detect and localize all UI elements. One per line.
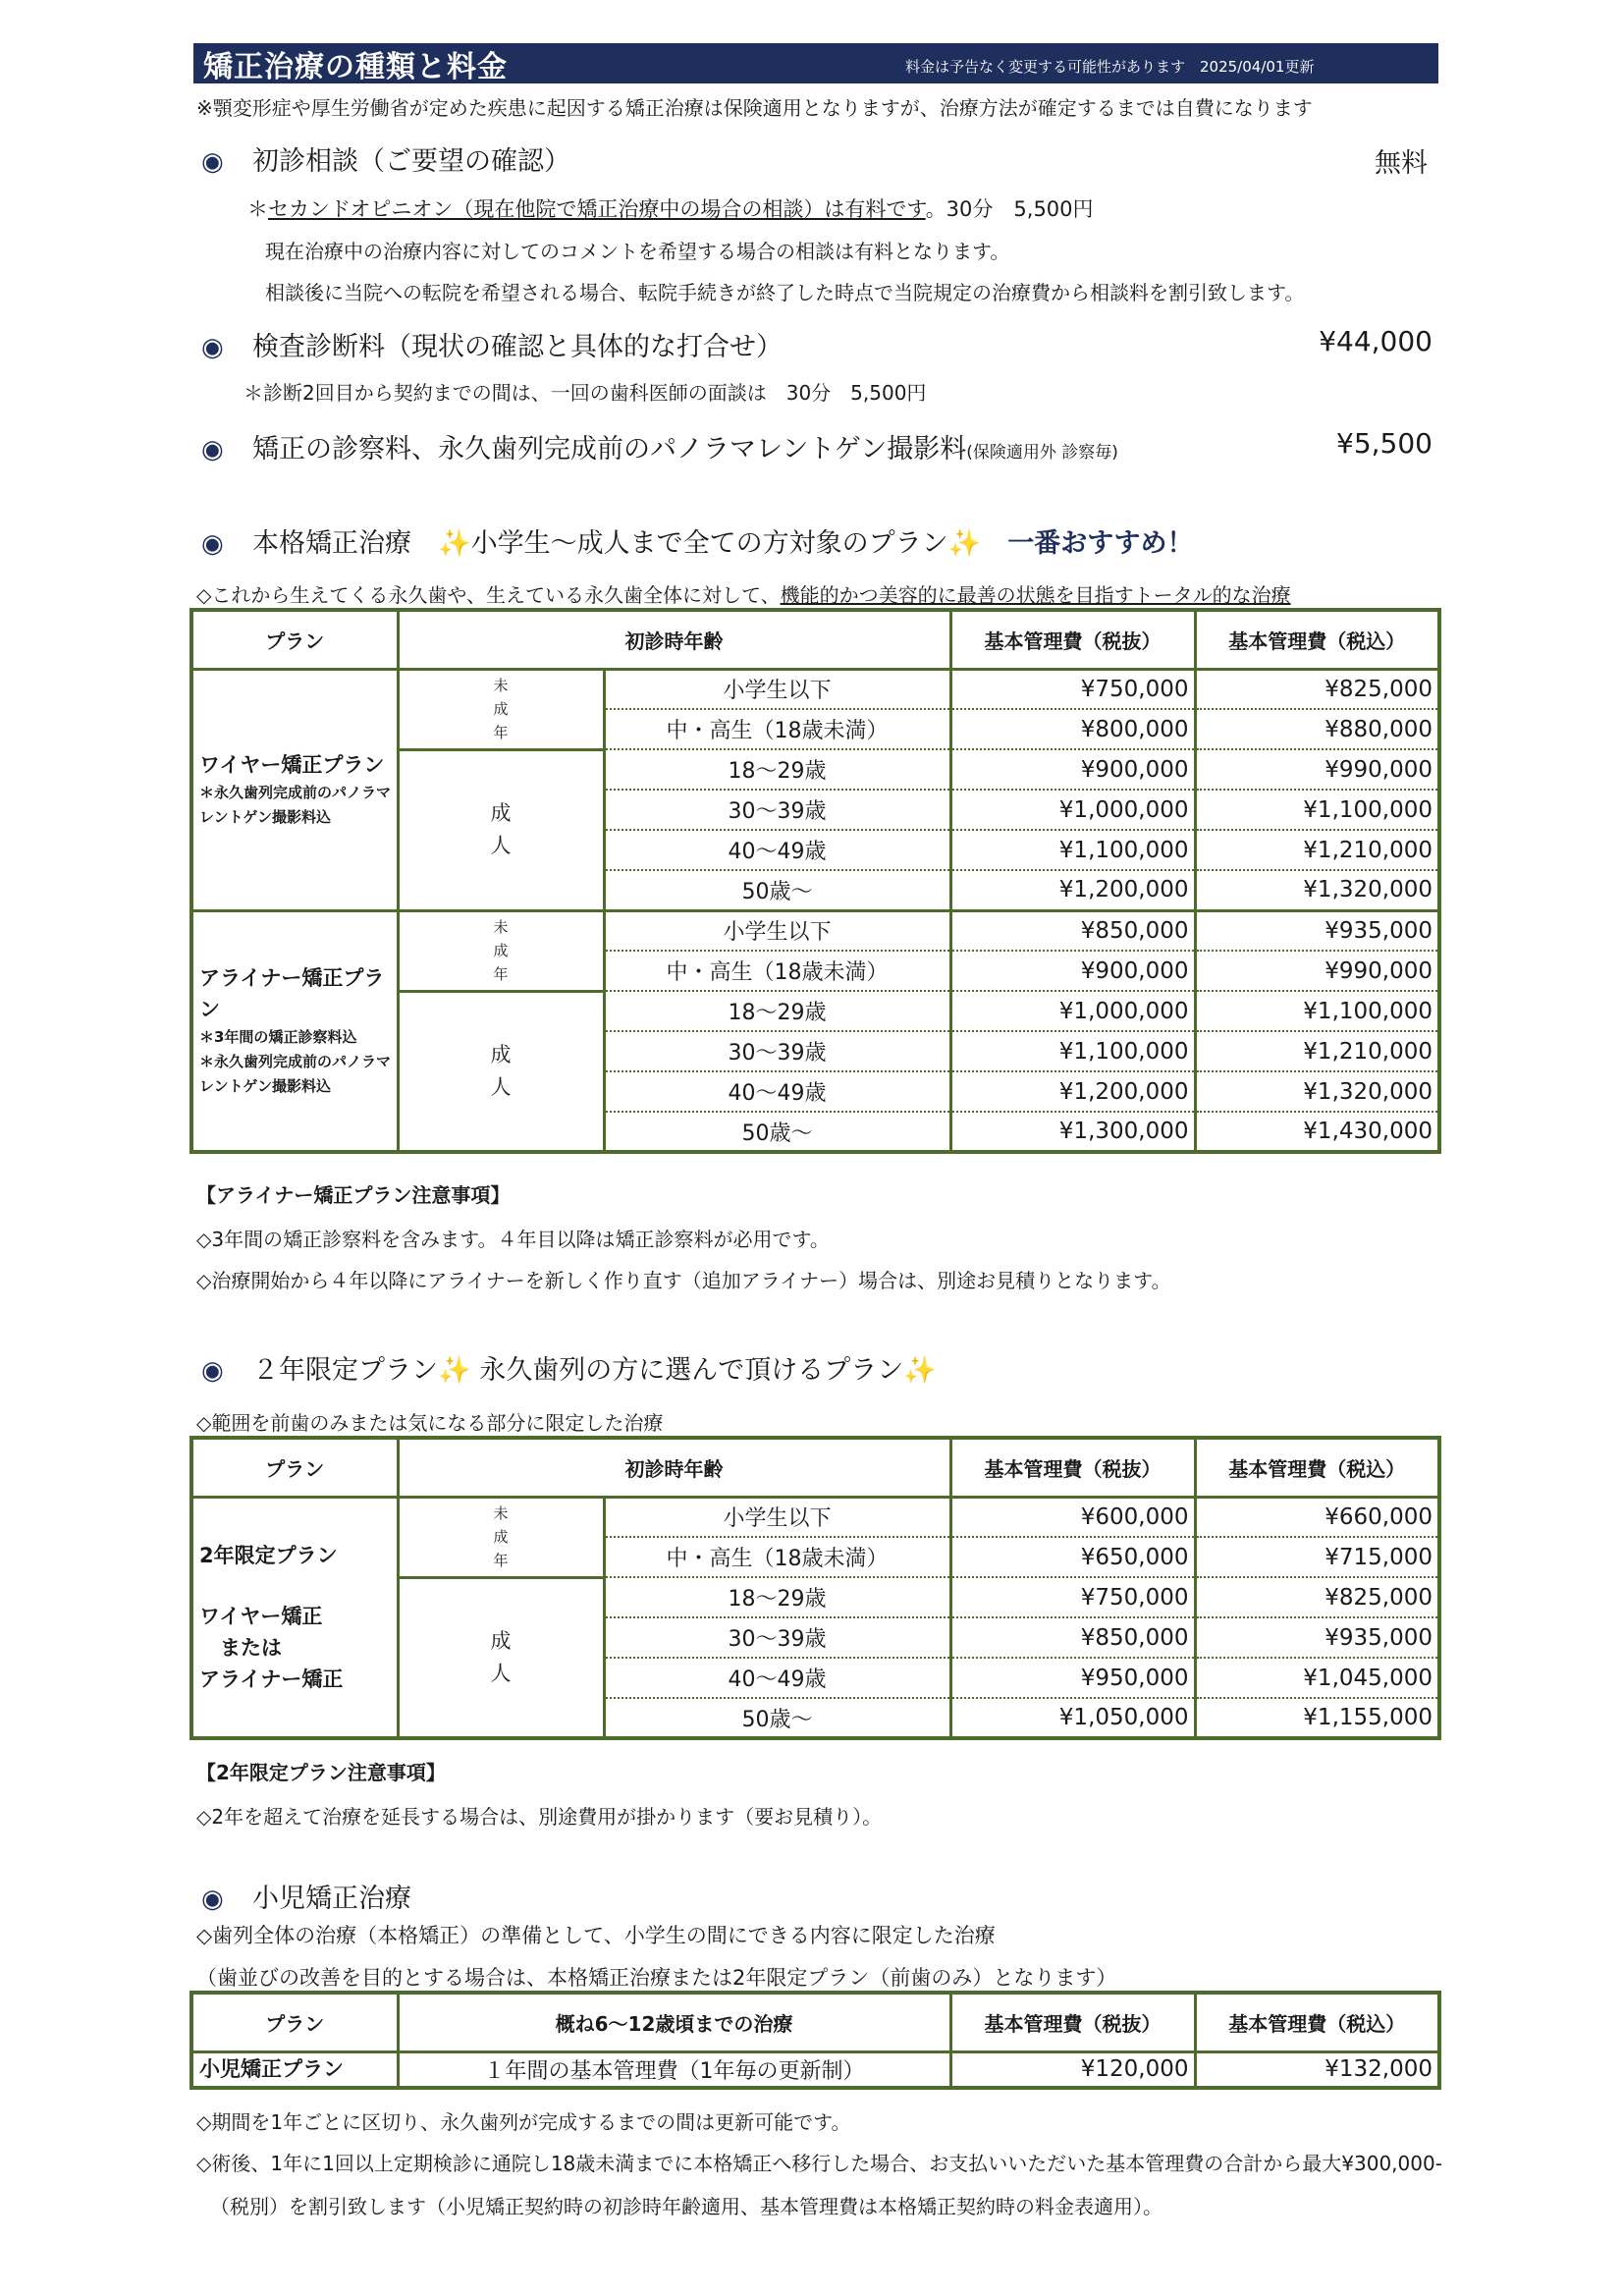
age-cell: 小学生以下 (604, 669, 950, 709)
plan-note: ＊3年間の矯正診察料込 (199, 1028, 357, 1047)
consult-title: 初診相談（ご要望の確認） (252, 146, 570, 177)
price-ex-tax: ¥750,000 (950, 669, 1195, 709)
xray-heading (201, 427, 1118, 465)
aligner-caution-1: ◇3年間の矯正診察料を含みます。４年目以降は矯正診察料が必用です。 (196, 1228, 830, 1251)
price-inc-tax: ¥935,000 (1195, 910, 1439, 951)
price-ex-tax: ¥1,000,000 (950, 790, 1195, 830)
category-adult: 成 人 (398, 1577, 604, 1738)
price-inc-tax: ¥1,210,000 (1195, 1031, 1439, 1071)
price-inc-tax: ¥1,045,000 (1195, 1658, 1439, 1698)
child-note-3: （税別）を割引致します（小児矯正契約時の初診時年齢適用、基本管理費は本格矯正契約時の料金表適用）。 (210, 2195, 1162, 2218)
col-header-inc-tax: 基本管理費（税込） (1195, 1438, 1439, 1497)
consult-price: 無料 (1375, 148, 1428, 179)
price-inc-tax: ¥935,000 (1195, 1617, 1439, 1658)
sparkle-icon: ✨ (903, 1355, 937, 1386)
plan-cell-aligner (191, 910, 398, 1152)
price-ex-tax: ¥1,100,000 (950, 830, 1195, 870)
price-inc-tax: ¥132,000 (1195, 2051, 1439, 2088)
limited-price-table (189, 1436, 1441, 1740)
col-header-plan: プラン (191, 1993, 398, 2051)
full-heading (201, 521, 1194, 560)
table-header-row (191, 1438, 1439, 1497)
col-header-ex-tax: 基本管理費（税抜） (950, 1993, 1195, 2051)
limited-subtitle: 永久歯列の方に選んで頂けるプラン (479, 1355, 904, 1386)
plan-cell-limited (191, 1497, 398, 1738)
age-cell: 30～39歳 (604, 1031, 950, 1071)
bullet-icon: ◉ (201, 529, 224, 559)
price-inc-tax: ¥715,000 (1195, 1537, 1439, 1577)
full-description (196, 579, 1291, 608)
price-inc-tax: ¥1,100,000 (1195, 991, 1439, 1031)
price-ex-tax: ¥1,300,000 (950, 1112, 1195, 1152)
col-header-age: 初診時年齢 (398, 610, 950, 669)
bullet-icon: ◉ (201, 1885, 224, 1914)
title-bar (193, 43, 1438, 83)
col-header-plan: プラン (191, 610, 398, 669)
price-ex-tax: ¥950,000 (950, 1658, 1195, 1698)
col-header-ex-tax: 基本管理費（税抜） (950, 610, 1195, 669)
price-ex-tax: ¥650,000 (950, 1537, 1195, 1577)
exam-note: ＊診断2回目から契約までの間は、一回の歯科医師の面談は 30分 5,500円 (243, 381, 927, 405)
col-header-inc-tax: 基本管理費（税込） (1195, 1993, 1439, 2051)
price-ex-tax: ¥1,050,000 (950, 1698, 1195, 1738)
price-ex-tax: ¥1,200,000 (950, 1071, 1195, 1112)
insurance-note: ※顎変形症や厚生労働省が定めた疾患に起因する矯正治療は保険適用となりますが、治療方法が確定するまでは自費になります (196, 96, 1313, 120)
price-inc-tax: ¥990,000 (1195, 749, 1439, 790)
second-opinion-fee: 。30分 5,500円 (925, 197, 1094, 221)
full-subtitle: 小学生～成人まで全ての方対象のプラン (470, 528, 948, 559)
limited-caution-title: 【2年限定プラン注意事項】 (196, 1761, 446, 1784)
table-row (191, 1497, 1439, 1537)
xray-scope: (保険適用外 診察毎) (966, 443, 1118, 463)
age-cell: 中・高生（18歳未満） (604, 951, 950, 991)
category-adult: 成 人 (398, 991, 604, 1152)
category-adult: 成 人 (398, 749, 604, 910)
age-cell: 中・高生（18歳未満） (604, 709, 950, 749)
category-minor: 未 成 年 (398, 910, 604, 991)
plan-name: ワイヤー矯正プラン (199, 753, 385, 777)
table-row (191, 2051, 1439, 2088)
child-description-1: ◇歯列全体の治療（本格矯正）の準備として、小学生の間にできる内容に限定した治療 (196, 1924, 996, 1947)
price-inc-tax: ¥660,000 (1195, 1497, 1439, 1537)
bullet-icon: ◉ (201, 333, 224, 362)
col-header-plan: プラン (191, 1438, 398, 1497)
age-cell: 30～39歳 (604, 790, 950, 830)
price-inc-tax: ¥825,000 (1195, 1577, 1439, 1617)
page-title: 矯正治療の種類と料金 (203, 49, 508, 84)
price-ex-tax: ¥800,000 (950, 709, 1195, 749)
col-header-age: 初診時年齢 (398, 1438, 950, 1497)
limited-description: ◇範囲を前歯のみまたは気になる部分に限定した治療 (196, 1411, 664, 1435)
recommend-label: 一番おすすめ！ (1007, 528, 1194, 559)
xray-price: ¥5,500 (1336, 427, 1433, 460)
price-ex-tax: ¥1,000,000 (950, 991, 1195, 1031)
table-row (191, 910, 1439, 951)
price-inc-tax: ¥1,155,000 (1195, 1698, 1439, 1738)
price-inc-tax: ¥1,430,000 (1195, 1112, 1439, 1152)
price-ex-tax: ¥900,000 (950, 749, 1195, 790)
age-cell: 50歳～ (604, 870, 950, 910)
age-cell: 50歳～ (604, 1112, 950, 1152)
bullet-icon: ◉ (201, 435, 224, 465)
price-inc-tax: ¥1,320,000 (1195, 870, 1439, 910)
plan-option-conjunction: または (199, 1635, 282, 1660)
price-ex-tax: ¥1,100,000 (950, 1031, 1195, 1071)
child-price-table (189, 1991, 1441, 2090)
age-cell: 40～49歳 (604, 1071, 950, 1112)
aligner-caution-2: ◇治療開始から４年以降にアライナーを新しく作り直す（追加アライナー）場合は、別途お見積りとなります。 (196, 1269, 1171, 1292)
update-notice: 料金は予告なく変更する可能性があります 2025/04/01更新 (905, 58, 1315, 76)
xray-title: 矯正の診察料、永久歯列完成前のパノラマレントゲン撮影料 (252, 434, 967, 465)
child-title: 小児矯正治療 (252, 1884, 411, 1914)
table-row (191, 669, 1439, 709)
price-ex-tax: ¥900,000 (950, 951, 1195, 991)
category-minor: 未 成 年 (398, 669, 604, 749)
price-inc-tax: ¥990,000 (1195, 951, 1439, 991)
col-header-period: 概ね6～12歳頃までの治療 (398, 1993, 950, 2051)
plan-note: ＊永久歯列完成前のパノラマレントゲン撮影料込 (199, 1053, 392, 1096)
limited-heading (201, 1348, 937, 1387)
plan-name: 2年限定プラン (199, 1543, 338, 1567)
child-note-2: ◇術後、1年に1回以上定期検診に通院し18歳未満までに本格矯正へ移行した場合、お支払いいただいた基本管理費の合計から最大¥300,000- (196, 2152, 1442, 2175)
bullet-icon: ◉ (201, 1356, 224, 1386)
age-cell: 50歳～ (604, 1698, 950, 1738)
price-inc-tax: ¥1,320,000 (1195, 1071, 1439, 1112)
bullet-icon: ◉ (201, 147, 224, 177)
price-ex-tax: ¥750,000 (950, 1577, 1195, 1617)
full-desc-emphasis: 機能的かつ美容的に最善の状態を目指すトータル的な治療 (780, 583, 1291, 607)
consult-note-line2: 現在治療中の治療内容に対してのコメントを希望する場合の相談は有料となります。 (265, 240, 1010, 263)
plan-option: ワイヤー矯正 (199, 1604, 323, 1628)
age-cell: 18～29歳 (604, 991, 950, 1031)
plan-name: アライナー矯正プラン (199, 966, 385, 1022)
age-cell: 中・高生（18歳未満） (604, 1537, 950, 1577)
age-cell: 30～39歳 (604, 1617, 950, 1658)
price-ex-tax: ¥850,000 (950, 910, 1195, 951)
price-inc-tax: ¥880,000 (1195, 709, 1439, 749)
consult-note-line3: 相談後に当院への転院を希望される場合、転院手続きが終了した時点で当院規定の治療費から相談料を割引致します。 (265, 281, 1305, 304)
price-ex-tax: ¥1,200,000 (950, 870, 1195, 910)
full-desc-text: ◇これから生えてくる永久歯や、生えている永久歯全体に対して、 (196, 583, 781, 607)
price-inc-tax: ¥1,100,000 (1195, 790, 1439, 830)
asterisk: ＊ (247, 197, 268, 221)
limited-title: ２年限定プラン (252, 1355, 438, 1386)
child-heading (201, 1877, 411, 1915)
exam-heading (201, 325, 783, 363)
exam-title: 検査診断料（現状の確認と具体的な打合せ） (252, 332, 783, 362)
sparkle-icon: ✨ (438, 528, 471, 559)
child-note-1: ◇期間を1年ごとに区切り、永久歯列が完成するまでの間は更新可能です。 (196, 2110, 851, 2134)
plan-option: アライナー矯正 (199, 1667, 344, 1691)
age-cell: 18～29歳 (604, 749, 950, 790)
age-cell: 40～49歳 (604, 830, 950, 870)
plan-cell-child: 小児矯正プラン (191, 2051, 398, 2088)
category-minor: 未 成 年 (398, 1497, 604, 1577)
full-title: 本格矯正治療 (252, 528, 411, 559)
child-description-2: （歯並びの改善を目的とする場合は、本格矯正治療または2年限定プラン（前歯のみ）となります） (196, 1966, 1117, 1990)
price-ex-tax: ¥850,000 (950, 1617, 1195, 1658)
price-ex-tax: ¥600,000 (950, 1497, 1195, 1537)
price-ex-tax: ¥120,000 (950, 2051, 1195, 2088)
age-cell: 小学生以下 (604, 910, 950, 951)
second-opinion-note (247, 193, 1094, 223)
col-header-inc-tax: 基本管理費（税込） (1195, 610, 1439, 669)
full-price-table (189, 608, 1441, 1154)
sparkle-icon: ✨ (438, 1355, 471, 1386)
age-cell: 小学生以下 (604, 1497, 950, 1537)
age-cell: 40～49歳 (604, 1658, 950, 1698)
exam-price: ¥44,000 (1319, 325, 1433, 357)
period-cell: １年間の基本管理費（1年毎の更新制） (398, 2051, 950, 2088)
plan-cell-wire (191, 669, 398, 910)
col-header-ex-tax: 基本管理費（税抜） (950, 1438, 1195, 1497)
limited-caution-1: ◇2年を超えて治療を延長する場合は、別途費用が掛かります（要お見積り）。 (196, 1805, 883, 1829)
aligner-caution-title: 【アライナー矯正プラン注意事項】 (196, 1183, 511, 1207)
age-cell: 18～29歳 (604, 1577, 950, 1617)
sparkle-icon: ✨ (947, 528, 982, 559)
plan-note: ＊永久歯列完成前のパノラマレントゲン撮影料込 (199, 784, 392, 826)
table-header-row (191, 1993, 1439, 2051)
consult-heading (201, 139, 570, 178)
price-inc-tax: ¥825,000 (1195, 669, 1439, 709)
table-header-row (191, 610, 1439, 669)
price-inc-tax: ¥1,210,000 (1195, 830, 1439, 870)
second-opinion-text: セカンドオピニオン（現在他院で矯正治療中の場合の相談）は有料です (268, 197, 926, 221)
